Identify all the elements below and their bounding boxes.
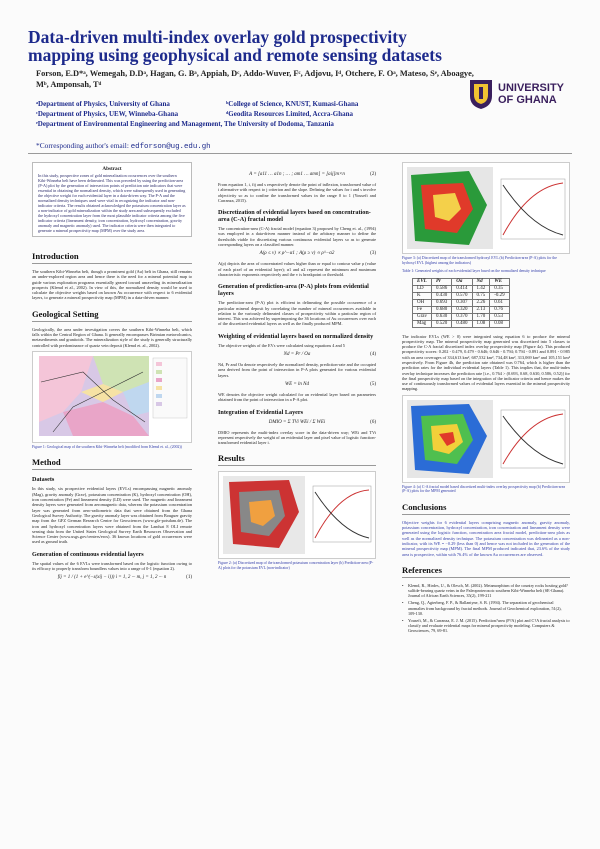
- equation-6-body: DMIO = Σ TVi WEi / Σ WEi: [268, 419, 326, 425]
- table-header-cell: WE: [490, 278, 509, 285]
- table-cell: 0.570: [452, 292, 472, 299]
- table-cell: 0.630: [432, 313, 452, 320]
- conclusions-text: Objective weights for 6 evidential layers comprising magnetic anomaly, gravity anomaly, potassium concentration, hydroxyl concentration, iron concentration and lineament density were generated using the logistic function, concentration area fractal model, prediction-area plots as well as the normalized density technique. The potassium concentration was delineated as a non-indicator, with its WE = −0.29 (less than 0) and hence was not included in the generation of the mineral prospectivity map (MPM). The final MPM produced indicated that, 23.6% of the study area is prospective, within with 76.4% of the known Au occurrences are observed.: [402, 519, 570, 557]
- table-cell: 1.70: [472, 313, 490, 320]
- ca-fractal-heading: Discretization of evidential layers based on concentration-area (C-A) fractal model: [218, 209, 371, 224]
- table-1-caption: Table 1: Generated weights of each evidential layer based on the normalized density technique: [402, 269, 546, 273]
- equation-4-body: Nd = Pr / Oa: [283, 352, 311, 358]
- method-heading: Method: [32, 457, 192, 470]
- table-header-cell: Pr: [432, 278, 452, 285]
- ca-fractal-text: The concentration-area (C-A) fractal model (equation 3) proposed by Cheng et. al., (1994) was employed in a data-driven manner instead of the arbitrary manner to define the thresholds viable for discretizing various continuous evidential layers so as to generate corresponding layers on a classified manner.: [218, 226, 376, 248]
- table-cell: 0.320: [452, 306, 472, 313]
- introduction-heading: Introduction: [32, 251, 192, 264]
- affiliation-b: ᵇCollege of Science, KNUST, Kumasi-Ghana: [226, 100, 359, 108]
- logo-wordmark: [498, 82, 564, 106]
- author-list: Forson, E.D*ᵃ, Wemegah, D.Dᵃ, Hagan, G. Bᵃ, Appiah, Dᶜ, Addo-Wuver, Fᶜ, Adjovu, Iᵈ, Otchere, F. Oᵃ, Mateso, Sᵉ, Aboagye, Mᵇ, Amponsah, Tᵈ: [36, 69, 474, 89]
- table-cell: 0.586: [432, 285, 452, 292]
- table-cell: 0.430: [432, 292, 452, 299]
- table-cell: Fe: [413, 306, 432, 313]
- table-cell: 2.26: [472, 299, 490, 306]
- weights-table: [412, 278, 510, 328]
- equation-2: [218, 172, 376, 178]
- table-header-cell: EVL: [413, 278, 432, 285]
- table-cell: 0.53: [490, 313, 509, 320]
- figure-3-hydroxyl: [402, 162, 570, 254]
- table-row: [413, 320, 510, 327]
- integration-explanation: DMIO represents the multi-index overlay score in the data-driven way; WEi and TVi represent respectively the weight of an evidential layer and pixel value of logistic function-transformed evidential layer i.: [218, 429, 376, 446]
- reference-item: • Cheng, Q., Agterberg, F. P., & Ballantyne, S. B. (1994). The separation of geochemical anomalies from background by fractal methods. Journal of Geochemical exploration, 51(2), 109-130.: [402, 600, 570, 616]
- table-cell: 0.370: [452, 313, 472, 320]
- geology-heading: Geological Setting: [32, 309, 192, 322]
- reference-item: • Klemd, R., Hirdes, U., & Olesch, M. (2002). Metamorphism of the country rocks hosting gold?sulfide-bearing quartz veins in the Paleoproterozoic southern Kibi-Winneba belt (SE-Ghana). Journal of African Earth Sciences, 35(2), 199-211: [402, 583, 570, 599]
- abstract-text: In this study, prospective zones of gold mineralization occurrences over the southern Kibi-Winneba belt have been delineated. This was preceded by using the prediction-area (P-A) plot by the generation of intersection points of prediction rate indicators that were essential in obtaining the normalized density, which were subsequently used in generating the objective weight for each evidential layer in a data-driven way. The P-A and the normalized density techniques used were vital in recognizing the indicator and non-indicator criteria. The results obtained acknowledged the potassium concentration layer as a non-indicator of gold mineralization within the study area and subsequently excluded the hydroxyl concentration layer from the most plausible indicator criteria among the five indicator criteria (lineament density, iron concentration, hydroxyl concentration, gravity anomaly and magnetic anomaly) used. The indicator criteria were then integrated to generate a mineral prospectivity map (MPM) over the study area.: [38, 173, 186, 233]
- equation-5-body: WE = ln Nd: [284, 381, 310, 387]
- table-header-cell: Nd: [472, 278, 490, 285]
- table-cell: K: [413, 292, 432, 299]
- reference-list: [402, 583, 570, 634]
- figure-1-geological-map: [32, 351, 192, 443]
- table-cell: 0.307: [452, 299, 472, 306]
- normalized-density-explanation: Nd, Pr and Oa denote respectively the normalized density, prediction-rate and the occupied area derived from the point of intersection in P-A plots generated for various evidential layers.: [218, 362, 376, 378]
- reference-item: • Yousefi, M., & Carranza, E. J. M. (2015). Prediction?area (P?A) plot and C?A fractal analysis to classify and evaluate evidential maps for mineral prospectivity modeling. Computers & Geosciences, 79, 69-81.: [402, 618, 570, 634]
- weighting-heading: Weighting of evidential layers based on normalized density: [218, 332, 374, 340]
- equation-1: [32, 575, 192, 581]
- figure-3-caption: Figure 3: (a) Discretized map of the transformed hydroxyl EVL (b) Prediction-area (P-A) plots for the hydroxyl EVL (highest among the indicators): [402, 256, 557, 265]
- column-left: [32, 162, 192, 585]
- table-cell: 0.520: [432, 320, 452, 327]
- equation-6: [218, 420, 376, 426]
- integration-heading: Integration of Evidential Layers: [218, 408, 304, 416]
- conclusions-heading: Conclusions: [402, 502, 570, 515]
- equation-6-number: (6): [370, 419, 376, 425]
- table-row: [413, 306, 510, 313]
- table-cell: 0.75: [472, 292, 490, 299]
- figure-2-caption: Figure 2: (a) Discretized map of the transformed potassium concentration layer (b) Prediction-area (P-A) plots for the potassium EVL (non-indicator): [218, 561, 374, 570]
- hydroxyl-map-and-plot: [403, 163, 569, 253]
- table-cell: Mag: [413, 320, 432, 327]
- pa-plot-text: The prediction-area (P-A) plot is efficient in delineating the possible occurrence of a particular mineral deposit by correlating the number of mineral occurrences available in relation to the variously delineated classes of prospectivity within a particular region of interest. This was achieved by superimposing the 36 locations of Au occurrences over each of the discretized evidential layers as well as the finally produced MPM.: [218, 300, 376, 327]
- affiliations: [36, 99, 486, 129]
- table-cell: 1.08: [472, 320, 490, 327]
- equation-3-body: A(ρ ≤ v) ∝ ρ^−α1 ; A(ρ ≥ v) ∝ ρ^−α2: [259, 251, 335, 257]
- ca-fractal-explanation: A(ρ) depicts the area of concentrated values higher than or equal to contour value ρ (value of each pixel of an evidential layer); α1 and α2 represent the minimum and maximum characteristic exponents respectively and the v is breakpoint or threshold.: [218, 261, 376, 277]
- introduction-text: The southern Kibi-Winneba belt, though a prominent gold (Au) belt in Ghana, still remains an under-explored region area and hence there is the need for a mineral potential map to guide various exploration programs essentially geared toward unraveling its mineralization prospects (Klemd et al., 2002). In view of this, the normalized density would be used to calculate the objective weights based on known Au occurrence with respect to 6 evidential layers, to generate a mineral prospectivity map (MPM) in a data-driven manner.: [32, 269, 192, 301]
- equation-4: [218, 352, 376, 358]
- table-cell: 0.08: [490, 320, 509, 327]
- table-cell: 0.76: [490, 306, 509, 313]
- table-cell: LD: [413, 285, 432, 292]
- table-cell: -0.29: [490, 292, 509, 299]
- geological-map-image: [33, 352, 191, 442]
- weighting-text: The objective weights of the EVs were calculated using equations 4 and 5: [218, 342, 345, 348]
- poster-title: Data-driven multi-index overlay gold prospectivity mapping using geophysical and remote sensing datasets: [28, 27, 442, 65]
- table-cell: Grav: [413, 313, 432, 320]
- figure-4-caption: Figure 4: (a) C-A fractal model based discretized multi-index overlay prospectivity map (b) Prediction-area (P-A) plots for the MPM generated: [402, 484, 566, 494]
- equation-2-number: (2): [370, 172, 376, 177]
- table-header-cell: Oa: [452, 278, 472, 285]
- affiliation-a: ᵃDepartment of Physics, University of Ghana: [36, 100, 170, 108]
- equation-4-number: (4): [370, 352, 376, 358]
- table-cell: 0.480: [452, 320, 472, 327]
- weights-table-header: [413, 278, 510, 285]
- university-logo: [468, 76, 588, 132]
- equation-1-body: fij = 1 / (1 + e^(−s(xij − i))) i = 1, 2 ··· m, j = 1, 2 ··· n: [57, 575, 167, 581]
- affiliation-c: ᶜDepartment of Physics, UEW, Winneba-Ghana: [36, 110, 179, 118]
- corresponding-label: *Corresponding author's email:: [36, 141, 129, 150]
- mpm-map-and-plot: [403, 396, 569, 482]
- table-row: [413, 285, 510, 292]
- logo-line-2: OF GHANA: [498, 94, 557, 106]
- equation-3: [218, 251, 376, 257]
- figure-4-mpm: [402, 395, 570, 483]
- table-cell: 0.35: [490, 285, 509, 292]
- continuous-layers-text: The spatial values of the 6 EVLs were transformed based on the logistic function owing to its efficacy to properly transform boundless values into a range of 0-1 (equation 2).: [32, 560, 192, 572]
- results-heading: Results: [218, 453, 376, 466]
- datasets-heading: Datasets: [32, 476, 55, 484]
- equation-3-number: (3): [370, 251, 376, 257]
- results-text: The indicator EVLs (WE > 0) were integrated using equation 6 to produce the mineral prospectivity map. The mineral prospectivity map generated was discretized into 5 classes to produce the C-A fractal discretized index overlay prospectivity map (Figure 4a). This produced prospectivity scores: 0.202 - 0.479, 0.479 - 0.646; 0.646 - 0.794; 0.794 - 0.891 and 0.891 - 0.985 with an area coverages of 334,613 km², 687,532 km², 734,48 km², 313,069 km² and 105,151 km² respectively. From Figure 4b, the prediction rate obtained was 0.764, which is higher than the prediction rates for the individual evidential layers (Table 1). This implies that, the multi-index overlay technique increases the prediction rate [i.e., 0.764 > (0.693, 0.68, 0.630, 0.586, 0.52)] for the final prospectivity map based on the integration of the indicator criteria and hence makes the use of continuously transformed values of evidential layers essential in the mineral prospectivity mapping.: [402, 333, 570, 392]
- table-row: [413, 313, 510, 320]
- abstract-box: [32, 162, 192, 237]
- datasets-text: In this study, six prospective evidential layers (EVLs) encompassing magnetic anomaly (Mag), gravity anomaly (Grav), potassium concentration (K), hydroxyl concentration (OH), iron concentration (Fe) and lineament density (LD) were used. The magnetic and lineament density layers were generated from aeromagnetic data, whereas the potassium concentration layer was generated from aero-radiometric data that were obtained from the Ghana Geological Survey Authority. The gravity anomaly layer was obtained from Bouguer gravity map from the GFZ German Research Centre for Geosciences (www.gfz-potsdam.de). The iron and hydroxyl concentration layers were obtained from the Landsat 8 OLI remote sensing data from the United States Geological Survey Earth Resources Observation and Science Center (www.usgs.gov/centers/eros). 36 known locations of gold occurrences were used as ground truth.: [32, 486, 192, 545]
- table-row: [413, 299, 510, 306]
- figure-1-caption: Figure 1: Geological map of the southern Kibi-Winneba belt (modified from Klemd et. al., (2002)): [32, 444, 182, 449]
- corresponding-email[interactable]: edforson@ug.edu.gh: [130, 143, 211, 151]
- table-cell: 1.42: [472, 285, 490, 292]
- continuous-layers-heading: Generation of continuous evidential layers: [32, 550, 144, 558]
- table-cell: 0.693: [432, 299, 452, 306]
- column-middle: [218, 162, 376, 574]
- column-right: [402, 162, 570, 636]
- logistic-explanation: From equation 1, i, fij and s respectively denote the point of inflexion, transformed value of i alternative with respect to j criterion and the slope. Defining the values for i and s involve objectivity so as to confine the transformed values in the range 0 to 1 (Yousefi and Carranza, 2015).: [218, 182, 376, 203]
- references-heading: References: [402, 565, 570, 578]
- table-cell: 2.13: [472, 306, 490, 313]
- corresponding-author: [36, 141, 211, 151]
- pa-plot-heading: Generation of prediction-area (P-A) plots from evidential layers: [218, 283, 369, 298]
- header-divider: [28, 153, 572, 154]
- geology-text: Geologically, the area under investigation covers the southern Kibi-Winneba belt, which falls within the Central Region of Ghana. It generally encompasses Birimian metavolcanics, metasediments and granitoids. The mineralization style of the study is generally structurally controlled with predominance of quartz vein deposit (Klemd et. al., 2002).: [32, 326, 192, 348]
- weight-explanation: WE denotes the objective weight calculated for an evidential layer based on parameters obtained from the point of intersection in a P-A plot.: [218, 391, 376, 403]
- equation-5-number: (5): [370, 381, 376, 387]
- abstract-heading: Abstract: [102, 166, 122, 172]
- logo-line-1: UNIVERSITY: [498, 82, 565, 94]
- equation-5: [218, 382, 376, 388]
- table-cell: 0.680: [432, 306, 452, 313]
- affiliation-e: ᵉDepartment of Environmental Engineering and Management, The University of Dodoma, Tanzania: [36, 120, 334, 128]
- figure-2-potassium: [218, 471, 376, 559]
- potassium-map-and-plot: [219, 472, 375, 558]
- table-cell: 0.414: [452, 285, 472, 292]
- equation-2-body: A = [a11 … a1n ; … ; am1 … amn] = [aij]m×n: [249, 172, 345, 177]
- table-cell: OH: [413, 299, 432, 306]
- table-row: [413, 292, 510, 299]
- equation-1-number: (1): [186, 575, 192, 581]
- affiliation-d: ᵈGeodita Resources Limited, Accra-Ghana: [226, 110, 353, 118]
- table-cell: 0.61: [490, 299, 509, 306]
